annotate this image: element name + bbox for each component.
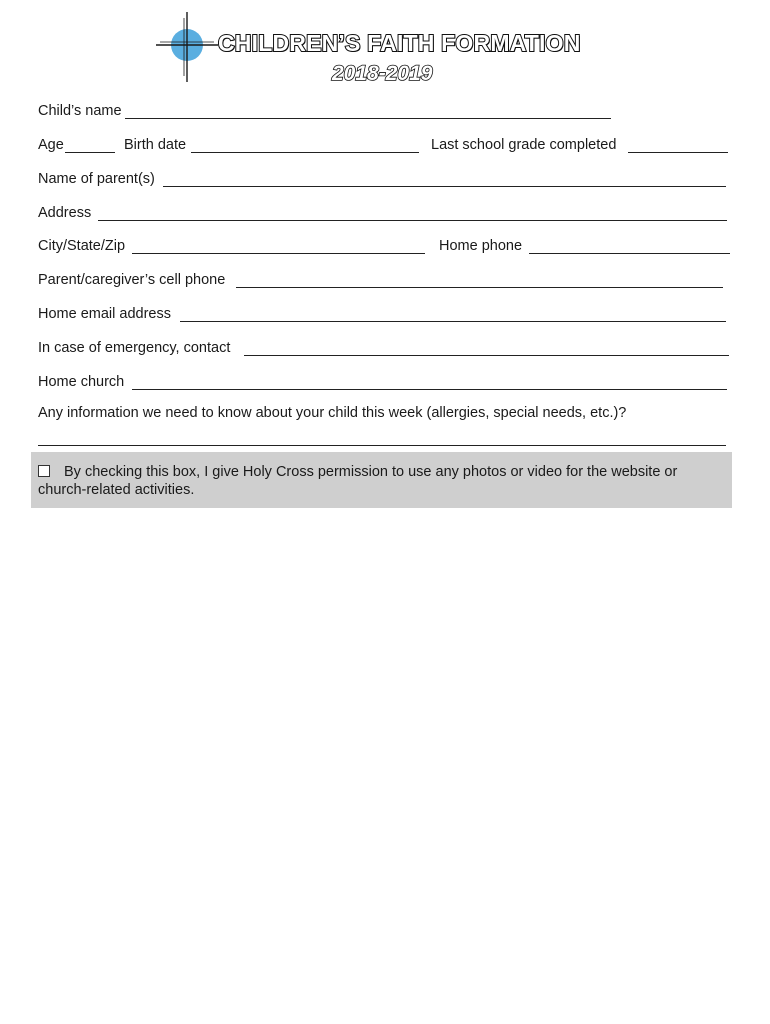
city-field[interactable] bbox=[132, 253, 425, 254]
child-name-label: Child’s name bbox=[38, 103, 122, 119]
age-field[interactable] bbox=[65, 152, 115, 153]
age-label: Age bbox=[38, 137, 64, 153]
email-row bbox=[38, 304, 730, 324]
city-label: City/State/Zip bbox=[38, 238, 126, 254]
emergency-row bbox=[38, 338, 730, 358]
address-label: Address bbox=[38, 205, 92, 221]
child-name-row bbox=[38, 101, 730, 121]
home-phone-field[interactable] bbox=[529, 253, 730, 254]
cell-phone-label: Parent/caregiver’s cell phone bbox=[38, 272, 226, 288]
photo-consent-text: By checking this box, I give Holy Cross permission to use any photos or video for the website or church-related activities. bbox=[38, 464, 678, 498]
email-field[interactable] bbox=[180, 321, 726, 322]
birth-date-field[interactable] bbox=[191, 152, 419, 153]
info-answer-row bbox=[38, 428, 730, 448]
cross-circle-logo-icon bbox=[156, 12, 218, 82]
city-phone-row bbox=[38, 236, 730, 256]
address-row bbox=[38, 203, 730, 223]
birth-date-label: Birth date bbox=[124, 137, 187, 153]
cell-phone-row bbox=[38, 270, 730, 290]
grade-field[interactable] bbox=[628, 152, 728, 153]
grade-label: Last school grade completed bbox=[431, 137, 617, 153]
cell-phone-field[interactable] bbox=[236, 287, 723, 288]
photo-consent-checkbox[interactable] bbox=[38, 465, 50, 477]
church-label: Home church bbox=[38, 374, 125, 390]
info-label: Any information we need to know about your child this week (allergies, special needs, etc.)? bbox=[38, 405, 627, 421]
emergency-label: In case of emergency, contact bbox=[38, 340, 231, 356]
email-label: Home email address bbox=[38, 306, 171, 322]
form-title: CHILDREN’S FAITH FORMATION bbox=[218, 30, 581, 56]
home-phone-label: Home phone bbox=[439, 238, 523, 254]
parents-row bbox=[38, 169, 730, 189]
info-field[interactable] bbox=[38, 445, 726, 446]
form-header bbox=[0, 0, 770, 100]
parents-field[interactable] bbox=[163, 186, 726, 187]
form-year: 2018-2019 bbox=[332, 62, 433, 85]
emergency-field[interactable] bbox=[244, 355, 729, 356]
church-row bbox=[38, 372, 730, 392]
parents-label: Name of parent(s) bbox=[38, 171, 155, 187]
info-row bbox=[38, 403, 730, 423]
address-field[interactable] bbox=[98, 220, 727, 221]
age-birth-grade-row bbox=[38, 135, 730, 155]
photo-consent-text-wrap bbox=[38, 463, 728, 499]
church-field[interactable] bbox=[132, 389, 727, 390]
photo-consent-panel bbox=[31, 452, 732, 508]
child-name-field[interactable] bbox=[125, 118, 611, 119]
